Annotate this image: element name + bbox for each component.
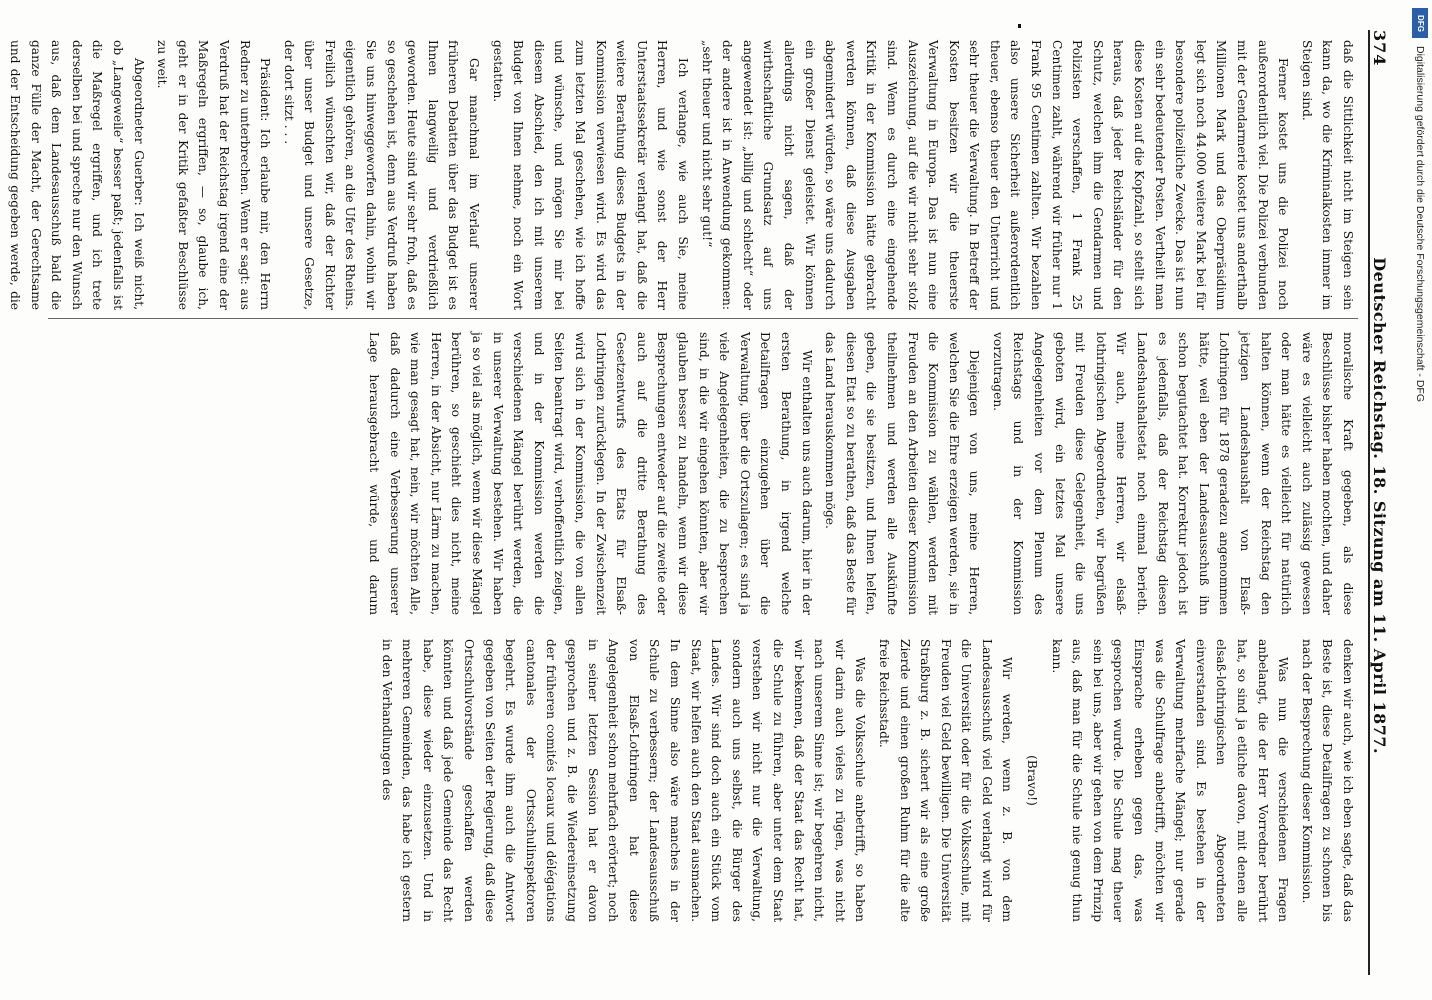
- text-column-right: [48, 332, 1358, 922]
- column-divider: [48, 318, 1358, 319]
- scan-speck: [1018, 24, 1021, 28]
- paragraph: Ferner kostet uns die Polizei noch außerordentlich viel. Die Polizei verbunden mit der Gendarmerie kostet uns anderthalb Millionen Mark und das Oberpräsidium legt sich noch 44.000 weitere Mark bei für besondere polizeiliche Zwecke. Das ist nun ein sehr bedeutender Posten. Vertheilt man diese Kosten auf die Kopfzahl, so stellt sich heraus, daß jeder Reichsländer für den Schutz, welchen ihm die Gendarmen und Polizisten verschaffen, 1 Frank 25 Centimen zahlt, während wir früher nur 1 Frank 95 Centimen zahlten. Wir bezahlen also unsere Sicherheit außerordentlich theuer, ebenso theuer den Unterricht und sehr theuer die Verwaltung. In Betreff der Kosten besitzen wir die theuerste Verwaltung in Europa. Das ist nun eine Auszeichnung, auf die wir nicht sehr stolz sind. Wenn es durch eine eingehende Kritik in der Kommission hätte gebracht werden können, daß diese Ausgaben abgemindert würden, so wäre uns dadurch ein großer Dienst geleistet. Wir können allerdings nicht sagen, daß der wirthschaftliche Grundsatz auf uns angewendet ist: „billig und schlecht“ oder der andere ist in Anwendung gekommen: „sehr theuer und nicht sehr gut!“: [699, 40, 1291, 310]
- paragraph: Wir enthalten uns auch darum, hier in der ersten Berathung, in irgend welche Detailfragen einzugehen über die Verwaltung, über die Ortszulagen; es sind ja viele Angelegenheiten, die zu besprechen sind, in die wir eingehen könnten, aber wir glauben besser zu handeln, wenn wir diese Besprechungen entweder auf die zweite oder auch auf die dritte Berathung des Gesetzentwurfs des Etats für Elsaß-Lothringen zurücklegen. In der Zwischenzeit wird sich in der Kommission, die von allen Seiten beantragt wird, verhoffentlich zeigen, und in der Kommission werden die verschiedenen Mängel berührt werden, die in unserer Verwaltung bestehen. Wir haben ja so viel als möglich, wenn wir diese Mängel berühren, so geschieht dies nicht, meine Herren, in der Absicht, nur Lärm zu machen, wie man gesagt hat, nein, wir möchten Alle, daß dadurch eine Verbesserung unserer Lage herausgebracht würde, und darum denken wir auch, wie ich eben sagte, daß das Beste ist, diese Detailfragen zu schonen bis nach der Besprechung dieser Kommission.: [367, 332, 1355, 922]
- credit-text: Digitalisierung gefördert durch die Deutsche Forschungsgemeinschaft - DFG: [1414, 46, 1426, 403]
- interjection: (Bravo!): [1025, 755, 1040, 806]
- page-title: Deutscher Reichstag. 18. Sitzung am 11. April 1877.: [1370, 257, 1389, 755]
- speaker-paragraph: Präsident: Ich erlaube mir, den Herrn Redner zu unterbrechen. Wenn er sagt: aus Verdruß hat der Reichstag irgend eine der Maßregeln ergriffen, — so, glaube ich, geht er in der Kritik gefaßter Beschlüsse zu weit.: [155, 40, 273, 310]
- dfg-logo: DFG: [1412, 8, 1428, 38]
- running-head: [1368, 30, 1410, 975]
- paragraph: Diejenigen von uns, meine Herren, welchen Sie die Ehre erzeigen werden, sie in die Kommission zu wählen, werden mit Freuden an den Arbeiten dieser Kommission theilnehmen und werden alle Auskünfte geben, die sie besitzen, und Ihnen helfen, diesen Etat so zu berathen, daß das Beste für das Land herauskommen möge.: [823, 332, 982, 615]
- paragraph: Was die Volksschule anbetrifft, so haben wir darin auch vieles zu rügen, was nicht nach unserem Sinne ist; wir begehren nicht, wir bekennen, daß der Staat das Recht hat, die Schule zu führen, aber unter dem Staat verstehen wir nicht nur die Verwaltung, sondern auch uns selbst, die Bürger des Landes. Wir sind doch auch ein Stück vom Staat, wir helfen auch den Staat ausmachen. In dem Sinne also wäre manches in der Schule zu verbessern; der Landesausschuß von Elsaß-Lothringen hat diese Angelegenheit schon mehrfach erörtert; noch in seiner letzten Session hat er davon gesprochen und z. B. die Wiedereinsetzung der früheren comités locaux und délégations cantonales der Ortsschulinspektoren begehrt. Es wurde ihm auch die Antwort gegeben von Seiten der Regierung, daß diese Ortsschulvorstände geschaffen werden könnten und daß jede Gemeinde das Recht habe, diese wieder einzusetzen. Und in mehreren Gemeinden, das habe ich gestern in den Verhandlungen des: [379, 639, 868, 923]
- speaker-paragraph: Abgeordneter Guerber: Ich weiß nicht, ob „Langeweile“ besser paßt; jedenfalls ist die Maßregel ergriffen, und ich trete derselben bei und spreche nur den Wunsch aus, daß dem Landesausschuß bald die ganze Fülle der Macht, der Gerechtsame und der Entscheidung gegeben werde, die: [8, 40, 146, 310]
- paragraph: moralische Kraft gegeben, als diese Beschlüsse bisher haben mochten, und daher wäre es vielleicht auch zulässig gewesen oder man hätte es vielleicht für natürlich halten können, wenn der Reichstag den jetzigen Landeshaushalt von Elsaß-Lothringen für 1878 geradezu angenommen hätte, weil eben der Landesausschuß ihn schon begutachtet hat. Korrektur jedoch ist es jedenfalls, daß der Reichstag diesen Landeshaushaltsetat noch einmal berieth. Wir auch, meine Herren, wir elsaß-lothringischen Abgeordneten, wir begrüßen mit Freuden diese Gelegenheit, die uns geboten wird, ein letztes Mal unsere Angelegenheiten vor dem Plenum des Reichstags und in der Kommission vorzutragen.: [990, 332, 1355, 615]
- paragraph: daß die Sittlichkeit nicht im Steigen sein kann da, wo die Kriminalkosten immer im Steigen sind.: [1299, 40, 1355, 310]
- text-column-left: [8, 40, 1358, 310]
- paragraph: Ich verlange, wie auch Sie, meine Herren, und wie sonst der Herr Unterstaatssekretär verlangt hat, daß die weitere Berathung dieses Budgets in der Kommission verwiesen wird. Es wird das zum letzten Mal geschehen, wie ich hoffe und wünsche, und mögen Sie mir bei diesem Abschied, den ich mit unserem Budget von Ihnen nehme, noch ein Wort gestatten.: [490, 40, 690, 310]
- paragraph: Gar manchmal im Verlauf unserer früheren Debatten über das Budget ist es Ihnen langweilig und verdrießlich geworden. Heute sind wir sehr froh, daß es so geschehen ist, denn aus Verdruß haben Sie uns hinweggeworfen dahin, wohin wir eigentlich gehören, an die Ufer des Rheins. Freilich wünschten wir, daß der Richter über unser Budget und unsere Gesetze, der dort sitzt . . .: [281, 40, 482, 310]
- digitization-credit: [1408, 14, 1428, 574]
- paragraph: Wir werden, wenn z. B. von dem Landesausschuß viel Geld verlangt wird für die Universität oder für die Volksschule, mit Freuden viel Geld bewilligen. Die Universität Straßburg z. B. sichert wir als eine große Zierde und einen großen Ruhm für die alte freie Reichsstadt.: [876, 639, 1015, 922]
- page-number: 374: [1370, 30, 1389, 67]
- paragraph: Was nun die verschiedenen Fragen anbelangt, die der Herr Vorredner berührt hat, so sind ja etliche davon, mit denen alle elsaß-lothringischen Abgeordneten einverstanden sind. Es bestehen in der Verwaltung mehrfache Mängel; nur gerade was die Schulfrage anbetrifft, möchten wir Einsprache erheben gegen das, was gesprochen wurde. Die Schule mag theuer sein bei uns, aber wir gehen von dem Prinzip aus, daß man für die Schule nie genug thun kann.: [1049, 639, 1291, 922]
